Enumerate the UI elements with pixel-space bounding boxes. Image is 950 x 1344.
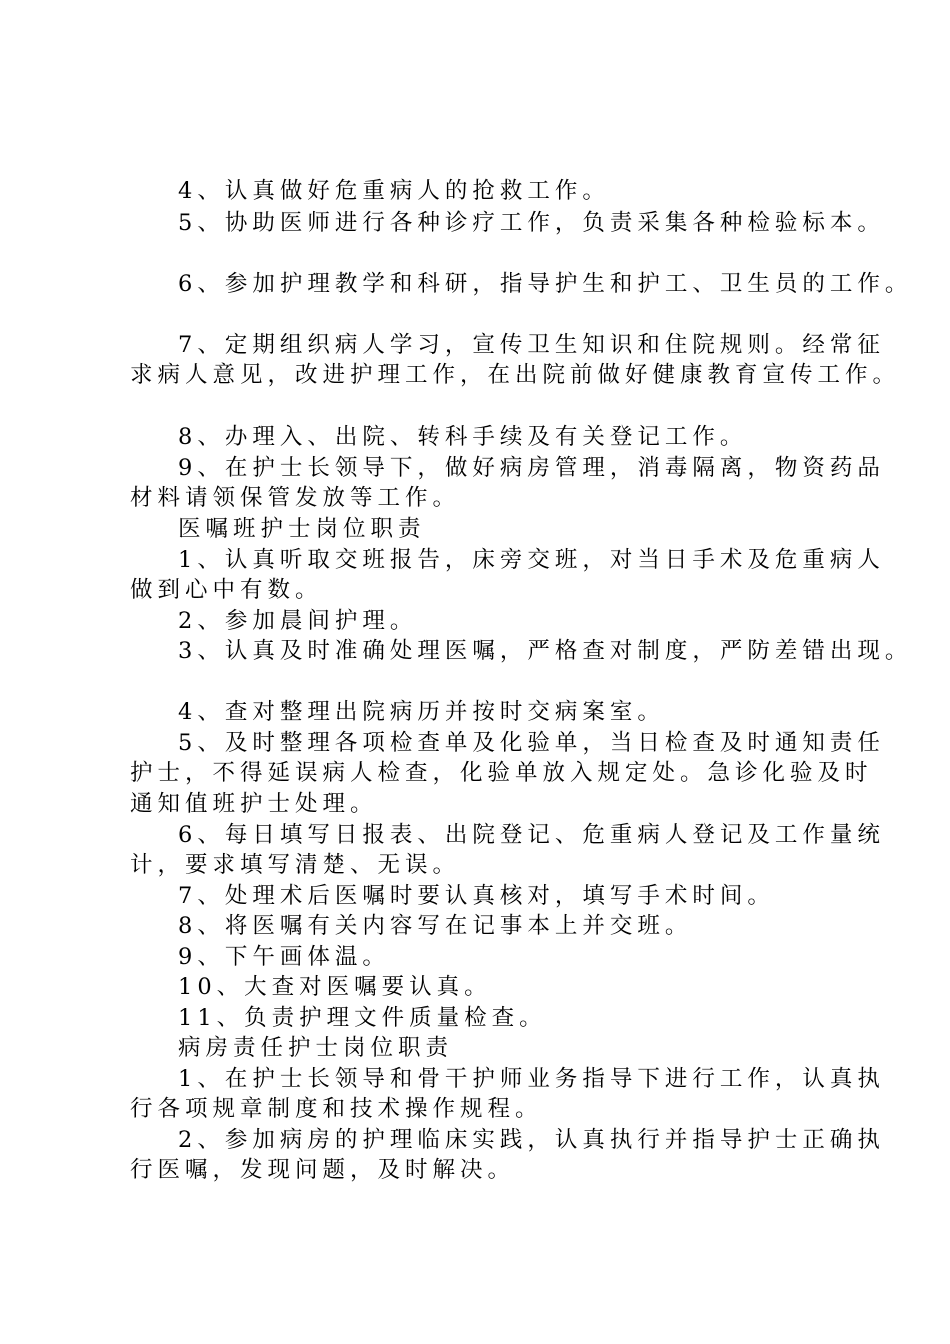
text-line: 5、协助医师进行各种诊疗工作，负责采集各种检验标本。 bbox=[178, 210, 885, 236]
text-line: 9、在护士长领导下，做好病房管理，消毒隔离，物资药品 bbox=[178, 455, 885, 481]
text-line: 8、将医嘱有关内容写在记事本上并交班。 bbox=[178, 913, 693, 939]
text-line: 4、查对整理出院病历并按时交病案室。 bbox=[178, 699, 665, 725]
text-line: 1、认真听取交班报告，床旁交班，对当日手术及危重病人 bbox=[178, 547, 885, 573]
text-line: 5、及时整理各项检查单及化验单，当日检查及时通知责任 bbox=[178, 730, 885, 756]
text-line: 通知值班护士处理。 bbox=[130, 791, 378, 817]
text-line: 1、在护士长领导和骨干护师业务指导下进行工作，认真执 bbox=[178, 1066, 885, 1092]
text-line: 行各项规章制度和技术操作规程。 bbox=[130, 1096, 543, 1122]
text-line: 6、参加护理教学和科研，指导护生和护工、卫生员的工作。 bbox=[178, 271, 913, 297]
text-line: 6、每日填写日报表、出院登记、危重病人登记及工作量统 bbox=[178, 822, 885, 848]
text-line: 7、处理术后医嘱时要认真核对，填写手术时间。 bbox=[178, 883, 775, 909]
text-line: 7、定期组织病人学习，宣传卫生知识和住院规则。经常征 bbox=[178, 332, 885, 358]
text-line: 11、负责护理文件质量检查。 bbox=[178, 1005, 547, 1031]
text-line: 计，要求填写清楚、无误。 bbox=[130, 852, 461, 878]
text-line: 10、大查对医嘱要认真。 bbox=[178, 974, 492, 1000]
text-line: 行医嘱，发现问题，及时解决。 bbox=[130, 1157, 516, 1183]
section-heading: 医嘱班护士岗位职责 bbox=[178, 516, 426, 542]
text-line: 材料请领保管发放等工作。 bbox=[130, 485, 461, 511]
section-heading: 病房责任护士岗位职责 bbox=[178, 1035, 454, 1061]
text-line: 求病人意见，改进护理工作，在出院前做好健康教育宣传工作。 bbox=[130, 362, 901, 388]
text-line: 9、下午画体温。 bbox=[178, 944, 390, 970]
text-line: 3、认真及时准确处理医嘱，严格查对制度，严防差错出现。 bbox=[178, 638, 913, 664]
text-line: 8、办理入、出院、转科手续及有关登记工作。 bbox=[178, 424, 748, 450]
text-line: 做到心中有数。 bbox=[130, 577, 323, 603]
text-line: 4、认真做好危重病人的抢救工作。 bbox=[178, 178, 610, 204]
text-line: 2、参加病房的护理临床实践，认真执行并指导护士正确执 bbox=[178, 1127, 885, 1153]
text-line: 护士，不得延误病人检查，化验单放入规定处。急诊化验及时 bbox=[130, 760, 873, 786]
text-line: 2、参加晨间护理。 bbox=[178, 608, 418, 634]
